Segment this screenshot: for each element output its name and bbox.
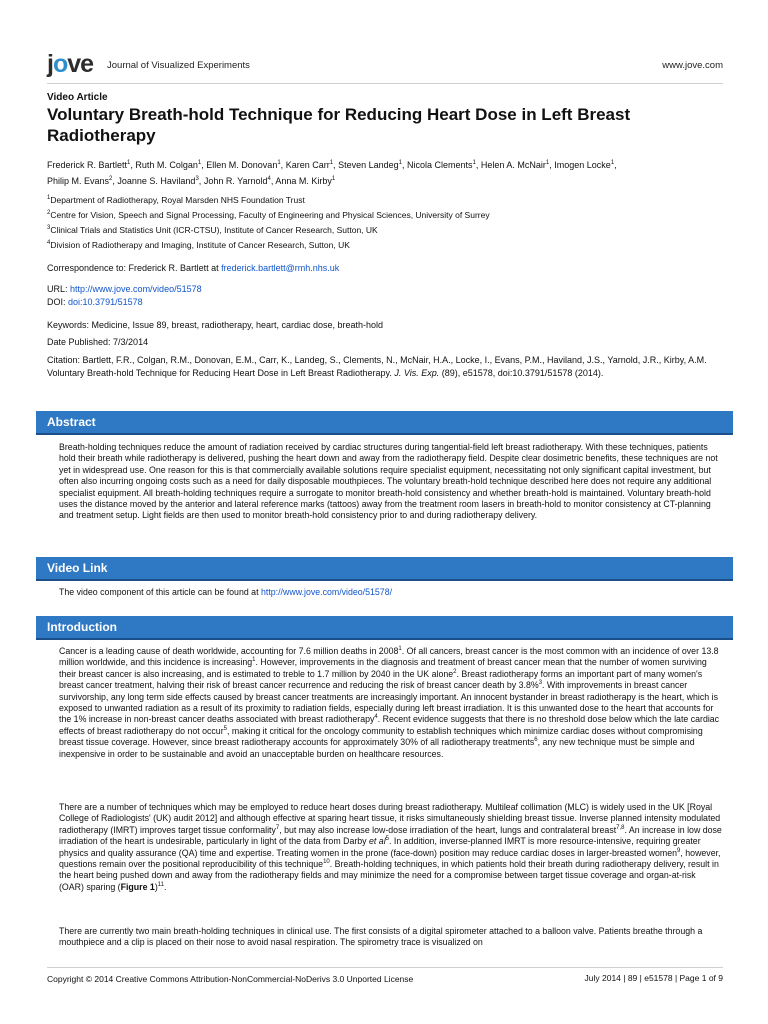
doi-label: DOI:	[47, 297, 66, 307]
correspondence-label: Correspondence to: Frederick R. Bartlett at	[47, 263, 219, 273]
reference-marker: 5	[385, 836, 389, 843]
affiliation-number: 3	[47, 225, 51, 232]
citation-journal: J. Vis. Exp.	[394, 368, 440, 378]
affiliation-text: Clinical Trials and Statistics Unit (ICR-CTSU), Institute of Cancer Research, Sutton, UK	[50, 225, 378, 235]
keywords: Keywords: Medicine, Issue 89, breast, radiotherapy, heart, cardiac dose, breath-hold	[47, 320, 384, 330]
paragraph-text-run: , any new technique must be simple and inexpensive in order to be sustainable and avoid an unacceptable burden on healthcare resources.	[59, 737, 695, 759]
article-type: Video Article	[47, 92, 108, 103]
italic-text: et al	[369, 836, 386, 847]
paragraph-text-run: . Recent evidence suggests that there is no threshold dose below which the late cardiac effects of breast radiotherapy do not occur	[59, 714, 720, 736]
paragraph-text-run: . Of all cancers, breast cancer is the most common with an incidence of over 13.8 million worldwide, and this incidence is increasing	[59, 646, 719, 668]
video-url-link[interactable]: http://www.jove.com/video/51578/	[260, 587, 393, 597]
affiliation-text: Centre for Vision, Speech and Signal Processing, Faculty of Engineering and Physical Sciences, University of Surrey	[50, 210, 490, 220]
jove-logo[interactable]	[47, 52, 93, 76]
logo-o: o	[52, 50, 68, 78]
affiliation-list	[47, 193, 723, 253]
introduction-heading: Introduction	[47, 620, 117, 634]
author-name-text: Ruth M. Colgan	[135, 160, 198, 170]
author-affiliation-marker: 1	[197, 160, 202, 166]
intro-bar-shadow	[36, 638, 733, 640]
paragraph-text-run: , however, questions remain over the positional reproducibility of this technique	[59, 847, 721, 870]
paragraph-text-run: . Breast radiotherapy forms an important part of many women's breast cancer treatment, halving their risk of breast cancer recurrence and reducing the risk of breast cancer death by 3.8%	[59, 668, 703, 691]
author-name-text: Frederick R. Bartlett	[47, 160, 128, 170]
abstract-text: Breath-holding techniques reduce the amount of radiation received by cardiac structures during tangential-field left breast radiotherapy. With these techniques, patients hold their breath while radiotherapy is delivered, pushing the heart down and away from the radiotherapy field. Despite clear dosimetric benefits, these techniques are not yet in widespread use. One reason for this is that commercially available solutions require specialist equipment, necessitating not only significant capital investment, but often also incurring ongoing costs such as a need for daily disposable mouthpieces. The voluntary breath-hold technique described here does not require any additional specialist equipment. All breath-holding techniques require a surrogate to monitor breath-hold consistency and whether breath-hold is maintained. Voluntary breath-hold uses the distance moved by the anterior and lateral reference marks (tattoos) away from the treatment room lasers in breath-hold to monitor consistency at CT-planning and treatment setup. Light fields are then used to monitor breath-hold consistency prior to and during radiotherapy delivery.	[59, 442, 718, 521]
logo-ve: ve	[67, 50, 94, 78]
reference-marker: 7	[275, 824, 280, 831]
author-name-text: John R. Yarnold	[203, 176, 268, 186]
footer-page-info: July 2014 | 89 | e51578 | Page 1 of 9	[584, 973, 723, 983]
author-name	[47, 160, 130, 170]
reference-marker: 2	[453, 668, 457, 675]
doi-link[interactable]: doi:10.3791/51578	[68, 297, 143, 307]
reference-marker: 6	[534, 737, 538, 744]
author-name	[554, 160, 614, 170]
author-name	[407, 160, 476, 170]
reference-marker: 3	[538, 680, 543, 687]
reference-marker: 7,8	[616, 824, 625, 831]
affiliation-number: 2	[47, 210, 51, 217]
author-name	[117, 176, 198, 186]
author-affiliation-marker: 1	[398, 160, 402, 166]
citation-details: (89), e51578, doi:10.3791/51578 (2014).	[441, 368, 604, 378]
abstract-section-header	[36, 411, 733, 433]
reference-marker: 10	[323, 859, 330, 866]
paragraph-text-run: . Breath-holding techniques, in which patients hold their breath during radiotherapy delivery, result in the heart being pushed down and away from the radiotherapy fields and may minimize the need for a compromise between target tissue coverage and organ-at-risk (OAR) sparing (	[59, 859, 719, 892]
footer-divider	[47, 967, 723, 968]
paragraph-text-run: . With improvements in breast cancer survivorship, any long term side effects caused by breast cancer treatments are increasingly important. An innocent bystander in breast radiotherapy is the heart, which is exposed to unwanted radiation as a result of its proximity to radiation fields, especially during left breast irradiation. It is this unwanted dose to the heart that accounts for the 1% increase in non-breast cancer deaths associated with breast radiotherapy	[59, 680, 718, 725]
author-name-text: Nicola Clements	[406, 160, 473, 170]
author-affiliation-marker: 1	[329, 160, 334, 166]
video-link-label: The video component of this article can be found at	[59, 587, 259, 597]
article-url-link[interactable]: http://www.jove.com/video/51578	[70, 284, 202, 294]
video-link-section-header	[36, 557, 733, 579]
header-divider	[47, 83, 723, 84]
author-name-text: Joanne S. Haviland	[117, 176, 196, 186]
citation-text: Citation: Bartlett, F.R., Colgan, R.M., Donovan, E.M., Carr, K., Landeg, S., Clements, N., McNair, H.A., Locke, I., Evans, P.M., Haviland, J.S., Yarnold, J.R., Kirby, A.M. Voluntary Breath-hold Technique for Reducing Heart Dose in Left Breast Radiotherapy.	[47, 355, 707, 378]
affiliation-item	[47, 193, 723, 208]
citation	[47, 354, 723, 380]
affiliation-item	[47, 238, 723, 253]
author-name	[204, 176, 271, 186]
reference-marker: 9	[677, 847, 681, 854]
author-name	[481, 160, 549, 170]
paragraph-text-run: , making it critical for the oncology community to establish techniques which minimize cardiac doses without compromising breast tissue coverage. However, since breast radiotherapy accounts for approximately 30% of all radiotherapy treatments	[59, 725, 703, 748]
video-bar-shadow	[36, 579, 733, 581]
footer-copyright: Copyright © 2014 Creative Commons Attribution-NonCommercial-NoDerivs 3.0 Unported License	[47, 974, 414, 984]
intro-paragraph-3: There are currently two main breath-holding techniques in clinical use. The first consists of a digital spirometer attached to a balloon valve. Patients breathe through a mouthpiece and a clip is placed on their nose to avoid nasal respiration. The spirometry trace is visualized on	[59, 926, 703, 948]
correspondence	[47, 263, 723, 273]
correspondence-email-link[interactable]: frederick.bartlett@rmh.nhs.uk	[221, 263, 340, 273]
affiliation-item	[47, 223, 723, 238]
intro-paragraph-2	[59, 802, 723, 893]
author-affiliation-marker: 2	[109, 176, 113, 182]
author-affiliation-marker: 1	[331, 176, 336, 182]
paragraph-text-run: There are a number of techniques which may be employed to reduce heart doses during breast radiotherapy. Multileaf collimation (MLC) is widely used in the UK [Royal College of Radiologists' (UK) audit 2012] and although effective at sparing heart tissue, it risks simultaneously shielding breast tissue. Inverse planned intensity modulated radiotherapy (IMRT) improves target tissue conformality	[59, 802, 721, 835]
affiliation-item	[47, 208, 723, 223]
author-name	[206, 160, 280, 170]
journal-header	[47, 52, 723, 82]
author-name-text: Imogen Locke	[554, 160, 611, 170]
paragraph-text-run: . However, improvements in the diagnosis and treatment of breast cancer mean that the number of women surviving their breast cancer is also increasing, and is estimated to treble to 1.7 million by 2040 in the UK alone	[59, 657, 707, 679]
author-affiliation-marker: 1	[545, 160, 550, 166]
author-name	[275, 176, 335, 186]
author-name	[286, 160, 333, 170]
intro-paragraph-1	[59, 646, 723, 760]
figure-reference: Figure 1	[120, 881, 155, 892]
paragraph-text-run: , but may also increase low-dose irradiation of the heart, lungs and contralateral breast	[279, 824, 617, 835]
article-identifiers	[47, 283, 723, 309]
author-affiliation-marker: 4	[267, 176, 271, 182]
affiliation-text: Division of Radiotherapy and Imaging, Institute of Cancer Research, Sutton, UK	[50, 240, 350, 250]
reference-marker: 1	[252, 657, 256, 664]
author-name-text: Helen A. McNair	[480, 160, 546, 170]
reference-marker: 11	[157, 881, 164, 888]
affiliation-number: 1	[47, 195, 51, 202]
author-name	[135, 160, 201, 170]
author-name-text: Philip M. Evans	[47, 176, 110, 186]
abstract-heading: Abstract	[47, 415, 96, 429]
affiliation-text: Department of Radiotherapy, Royal Marsden NHS Foundation Trust	[50, 195, 305, 205]
author-name-text: Steven Landeg	[338, 160, 399, 170]
url-label: URL:	[47, 284, 68, 294]
paragraph-text-run: Cancer is a leading cause of death worldwide, accounting for 7.6 million deaths in 2008	[59, 646, 399, 656]
author-name	[338, 160, 402, 170]
journal-website[interactable]: www.jove.com	[662, 60, 723, 71]
journal-name: Journal of Visualized Experiments	[107, 60, 250, 71]
video-link-heading: Video Link	[47, 561, 108, 575]
reference-marker: 1	[398, 646, 402, 653]
author-name-text: Karen Carr	[285, 160, 330, 170]
article-title: Voluntary Breath-hold Technique for Reducing Heart Dose in Left Breast Radiotherapy	[47, 105, 631, 145]
author-name	[47, 176, 112, 186]
reference-marker: 5	[223, 725, 227, 732]
reference-marker: 4	[374, 714, 378, 721]
date-published: Date Published: 7/3/2014	[47, 337, 149, 347]
author-name-text: Ellen M. Donovan	[206, 160, 278, 170]
paragraph-text-run: . In addition, inverse-planned IMRT is more resource-intensive, requiring greater physics and quality assurance (QA) time and expertise. Treating women in the prone (face-down) position may reduce cardiac doses in larger-breasted women	[59, 836, 701, 858]
paragraph-text-run: )	[154, 881, 158, 892]
author-list: Frederick R. Bartlett$^1$, Ruth M. Colgan$^1$, Ellen M. Donovan$^1$, Karen Carr$^1$, Steven Landeg$^1$, Nicola Clements$^1$, Helen A. McNair$^1$, Imogen Locke$^1$, Philip M. Evans$^2$, Joanne S. Haviland$^3$, John R. Yarnold$^4$, Anna M. Kirby$^1$	[47, 160, 617, 186]
url-line	[47, 283, 723, 296]
author-affiliation-marker: 3	[195, 176, 199, 182]
introduction-section-header	[36, 616, 733, 638]
author-affiliation-marker: 1	[472, 160, 476, 166]
paragraph-text-run: . An increase in low dose irradiation of the heart is undesirable, particularly in light of the data from Darby	[59, 824, 722, 847]
doi-line	[47, 296, 723, 309]
author-affiliation-marker: 1	[277, 160, 281, 166]
author-name-text: Anna M. Kirby	[275, 176, 332, 186]
author-affiliation-marker: 1	[610, 160, 615, 166]
video-link-text	[59, 587, 723, 598]
paragraph-text-run: .	[163, 881, 167, 892]
logo-j: j	[47, 50, 53, 78]
author-affiliation-marker: 1	[127, 160, 131, 166]
abstract-bar-shadow	[36, 433, 733, 435]
affiliation-number: 4	[47, 240, 51, 247]
